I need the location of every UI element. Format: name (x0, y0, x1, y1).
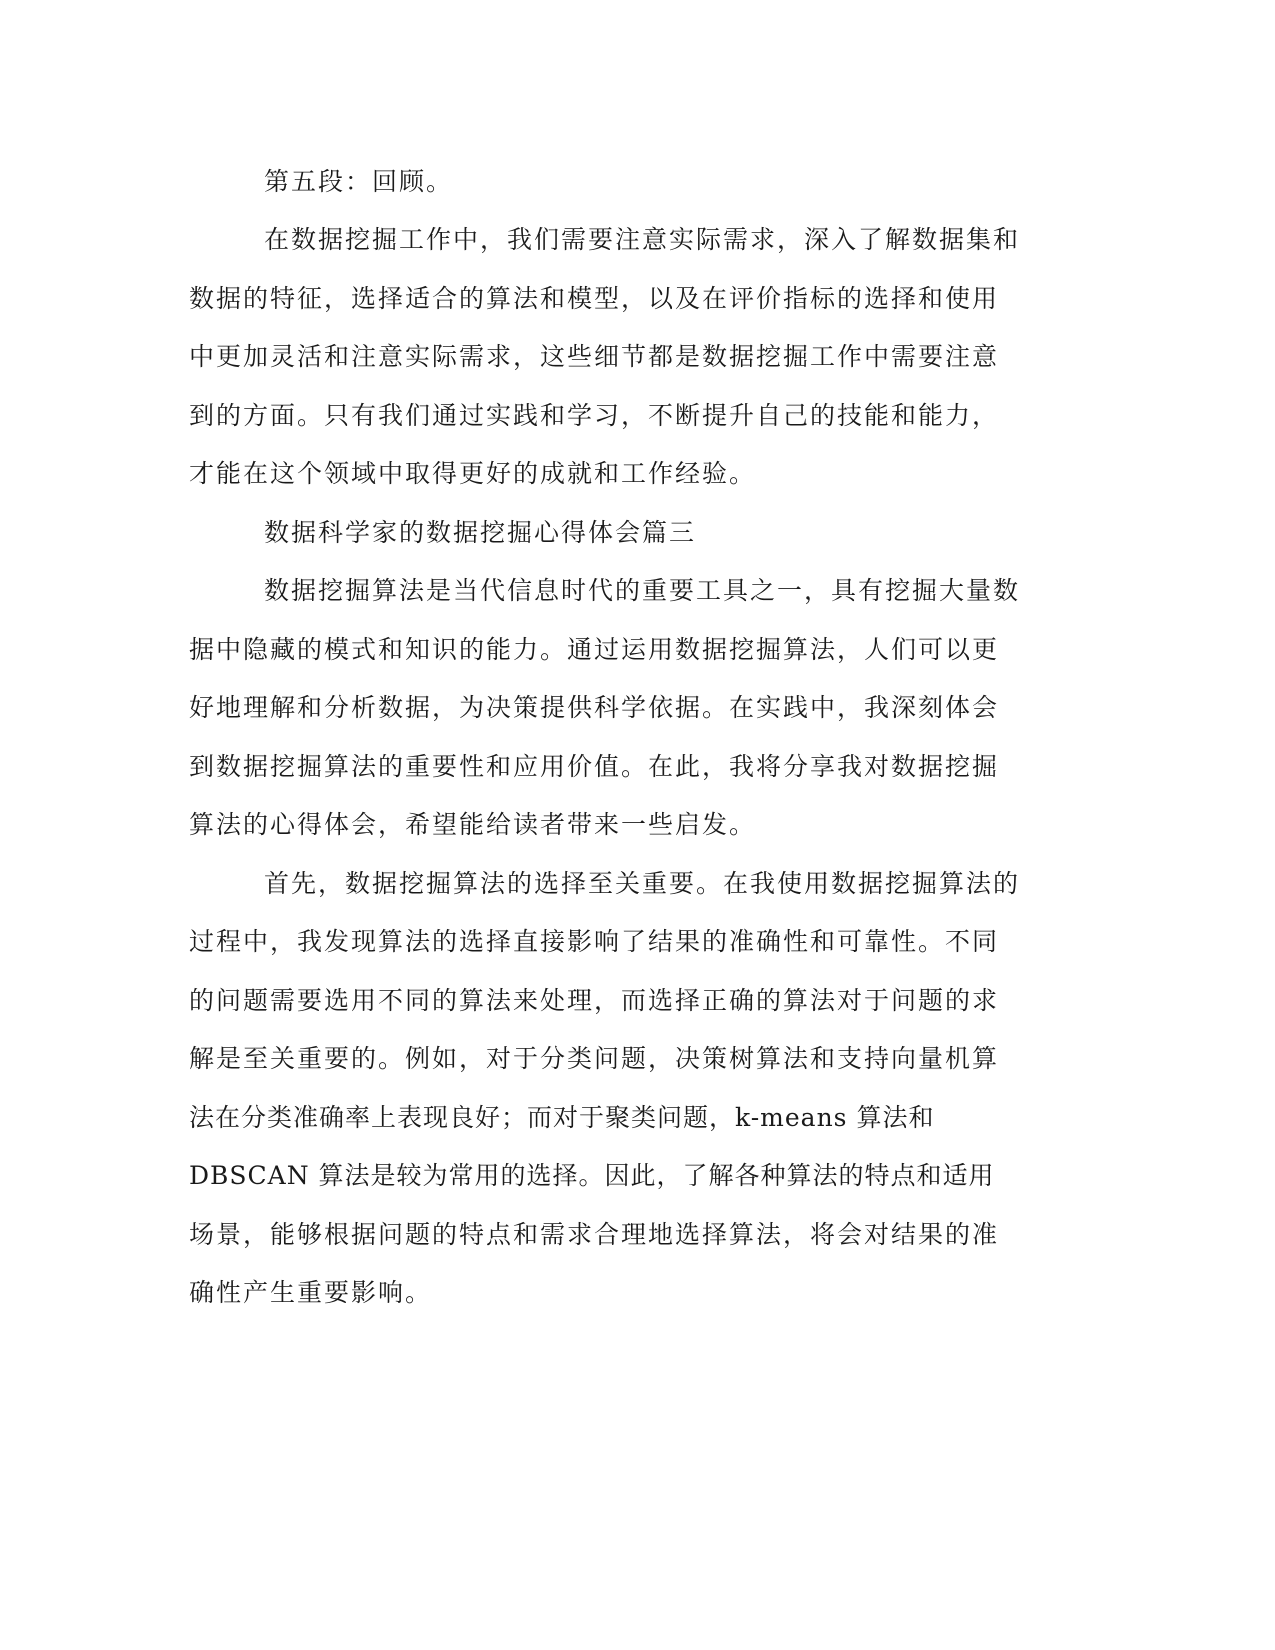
section-heading-review: 第五段：回顾。 (264, 167, 454, 196)
paragraph-line: 过程中，我发现算法的选择直接影响了结果的准确性和可靠性。不同 (189, 927, 1000, 956)
paragraph-line: 法在分类准确率上表现良好；而对于聚类问题，k-means 算法和 (189, 1103, 935, 1132)
paragraph-line: 好地理解和分析数据，为决策提供科学依据。在实践中，我深刻体会 (189, 693, 1000, 722)
paragraph-line: 才能在这个领域中取得更好的成就和工作经验。 (189, 459, 757, 488)
paragraph-line: 场景，能够根据问题的特点和需求合理地选择算法，将会对结果的准 (189, 1220, 1000, 1249)
paragraph-line: 算法的心得体会，希望能给读者带来一些启发。 (189, 810, 757, 839)
paragraph-line: DBSCAN 算法是较为常用的选择。因此，了解各种算法的特点和适用 (189, 1161, 995, 1190)
article-title-line: 数据科学家的数据挖掘心得体会篇三 (264, 518, 697, 547)
paragraph-line: 首先，数据挖掘算法的选择至关重要。在我使用数据挖掘算法的 (264, 869, 1021, 898)
paragraph-line: 中更加灵活和注意实际需求，这些细节都是数据挖掘工作中需要注意 (189, 342, 1000, 371)
paragraph-line: 数据挖掘算法是当代信息时代的重要工具之一，具有挖掘大量数 (264, 576, 1021, 605)
paragraph-line: 确性产生重要影响。 (189, 1278, 433, 1307)
paragraph-line: 解是至关重要的。例如，对于分类问题，决策树算法和支持向量机算 (189, 1044, 1000, 1073)
paragraph-line: 到的方面。只有我们通过实践和学习，不断提升自己的技能和能力， (189, 401, 1000, 430)
paragraph-line: 据中隐藏的模式和知识的能力。通过运用数据挖掘算法，人们可以更 (189, 635, 1000, 664)
paragraph-line: 到数据挖掘算法的重要性和应用价值。在此，我将分享我对数据挖掘 (189, 752, 1000, 781)
paragraph-line: 在数据挖掘工作中，我们需要注意实际需求，深入了解数据集和 (264, 225, 1021, 254)
paragraph-line: 数据的特征，选择适合的算法和模型，以及在评价指标的选择和使用 (189, 284, 1000, 313)
paragraph-line: 的问题需要选用不同的算法来处理，而选择正确的算法对于问题的求 (189, 986, 1000, 1015)
